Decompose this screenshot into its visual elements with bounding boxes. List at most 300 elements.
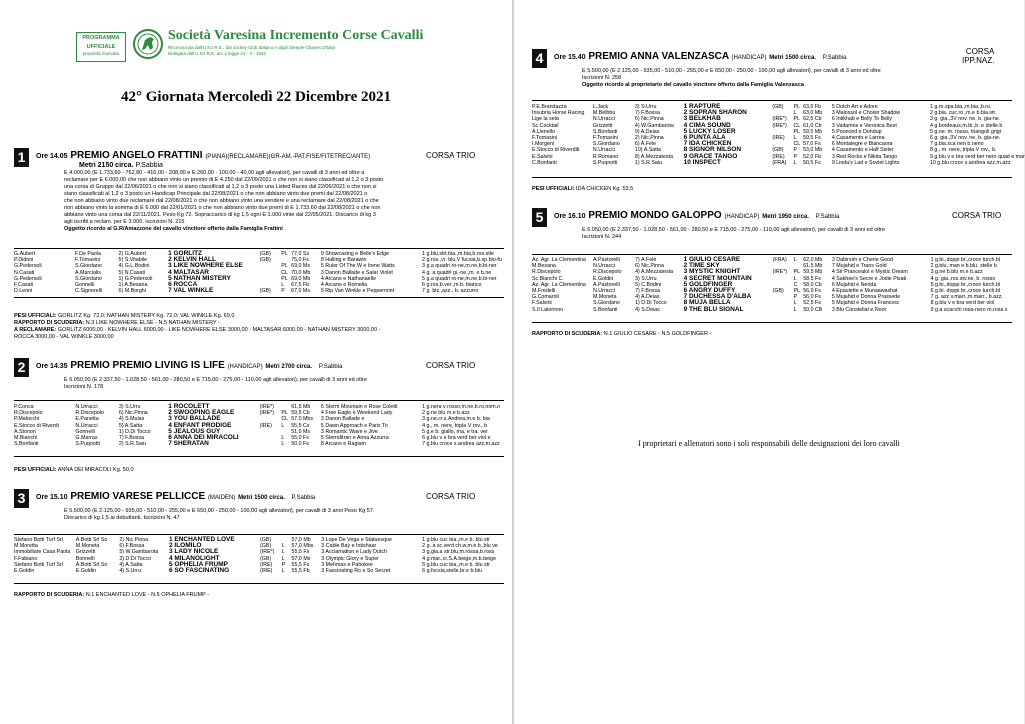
- entry-jockey: 7) F.Bossa: [635, 288, 661, 295]
- org-subtitle-1: Riconosciuta dall'U.N.I.R.E., dal Jockey Club Italiano e dagli Steeple-Chases d'Italia: [168, 45, 336, 50]
- entry-equip: PL: [793, 288, 801, 295]
- race-desc-line: Iscrizioni N. 258: [582, 75, 622, 81]
- entry-origin: (GB): [259, 288, 271, 295]
- entry-jockey: 4) S.Mulas: [118, 416, 145, 423]
- race-heading: [554, 210, 839, 221]
- race-number: 1: [14, 148, 29, 167]
- entries-bottom-rule: [14, 583, 504, 584]
- footer-line: [14, 320, 220, 327]
- entry-weight: 70,0 Mb: [291, 269, 311, 276]
- entry-colors: 9 g.a scacchi rosa-nero m.rosa s: [930, 306, 1008, 313]
- race-desc-line: Discarico di kg 1,5 ai debuttanti. Iscrizioni N. 47: [64, 515, 180, 521]
- entries-bottom-rule: [14, 297, 504, 298]
- footer-text: IDA CHICKEN Kg. 53,5: [574, 186, 634, 192]
- entry-jockey: 4) A.Deias: [635, 294, 660, 301]
- entry-age-breeding: 3 Olympic Glory e Super: [321, 555, 379, 562]
- entries-top-rule: [532, 254, 1012, 255]
- race-subtitle: (MAIDEN): [207, 495, 236, 501]
- entry-age-breeding: 8 Arcano e Ragiam: [320, 441, 366, 448]
- entry-colors: 6 g.bi. doppi br.,croce turch.bl: [930, 288, 1001, 295]
- entry-horse: 10 INSPECT: [683, 158, 721, 166]
- race-3: [14, 489, 504, 619]
- entry-jockey: 9) A.Deias: [634, 128, 660, 135]
- entry-owner: D.Leoni: [14, 288, 33, 295]
- race-distance: [79, 162, 163, 169]
- entries-top-rule: [14, 400, 504, 401]
- entry-row: [532, 147, 1012, 153]
- entry-trainer: S.Giordano: [592, 141, 620, 148]
- race-subtitle: (HANDICAP): [227, 364, 263, 370]
- entry-owner: F.Casati: [14, 282, 34, 289]
- entry-origin: [773, 307, 794, 313]
- entry-horse: 9 THE BLU SIGNAL: [683, 305, 744, 313]
- race-heading: [36, 491, 315, 502]
- entry-equip: PL: [281, 275, 288, 282]
- footer-line: [14, 334, 114, 341]
- race-place: P.Sabbia: [815, 214, 840, 220]
- entry-horse: 3 MYSTIC KNIGHT: [683, 268, 741, 276]
- entry-age-breeding: 4 Arcano e Romelia: [320, 282, 368, 289]
- entry-horse: 6 ANGRY DUFFY: [683, 287, 736, 295]
- entry-weight: 61,5 Mb: [291, 404, 311, 410]
- entry-row: [532, 123, 1012, 129]
- entry-age-breeding: 6 Storm Mountain e Rose Coletti: [320, 404, 398, 410]
- entry-jockey: 4) A.Mezzatesta: [635, 269, 674, 276]
- entry-colors: 4 g., m. nere, tripla V rov., b: [422, 422, 488, 429]
- entry-colors: 2 g.ne blu m.e b.azz: [422, 410, 470, 417]
- entry-colors: 5 g.e b. giallo, ma, e tra. ver: [422, 428, 488, 435]
- entry-row: [532, 307, 1012, 313]
- entry-weight: 55,5 Cs: [291, 422, 310, 429]
- entry-row: [14, 441, 504, 447]
- entry-horse: 2 ILOMILO: [168, 542, 202, 550]
- entry-origin: (FRA): [772, 257, 787, 263]
- race-description: [64, 508, 504, 522]
- entry-owner: M.Moretta: [14, 543, 38, 550]
- entry-equip: PL: [281, 251, 288, 257]
- entry-owner: Stefano Botti Turf Srl: [14, 561, 63, 568]
- entry-trainer: S.Puqnotti: [592, 159, 618, 166]
- programma-ufficiale-badge: [76, 32, 126, 62]
- entry-trainer: C.Signorelli: [75, 288, 103, 295]
- entry-origin: (IRE): [259, 422, 272, 429]
- race-desc-line: non abbiano vinto la somma di E 6.000 dal 22/01/2021 o che non abbiano vinto due premi di E 1.733,60 dal 22/08/2021 o che non: [64, 205, 381, 211]
- entry-horse: 3 LADY NICOLE: [168, 548, 219, 556]
- entry-age-breeding: 3 Blu Constellat e Noor: [831, 306, 887, 313]
- race-bet-type: CORSA TRIO: [952, 211, 1002, 220]
- entry-horse: 5 OPHELIA FRUMP: [168, 560, 228, 568]
- entry-origin: (GB): [772, 104, 784, 110]
- footer-label: RAPPORTO DI SCUDERIA:: [14, 592, 85, 598]
- entry-origin: [260, 441, 282, 447]
- race-heading: [36, 150, 370, 161]
- entry-trainer: M.Belbbu: [592, 110, 616, 117]
- race-description: [582, 227, 1022, 241]
- entry-trainer: E.Goldin: [75, 568, 97, 575]
- programma-line3: proprietà riservata: [82, 51, 120, 56]
- entry-horse: 8 MUJA BELLA: [683, 299, 731, 307]
- entry-owner: M.Besana: [532, 263, 556, 270]
- entry-origin: (GB): [259, 257, 271, 264]
- entry-owner: R.Discepolo: [14, 410, 43, 417]
- race-5: [532, 208, 1012, 338]
- entry-colors: 7 g. azz v.marr.,m.marr., b.azz.: [930, 294, 1003, 301]
- entry-colors: 4 g. a quadri gi.-ne.,m. e b.ne: [422, 269, 492, 276]
- entry-trainer: L.Jack: [592, 104, 609, 110]
- entry-trainer: N.Urracci: [592, 116, 615, 123]
- entry-owner: I.Morgeni: [532, 141, 555, 148]
- entry-colors: 5 g.ne. m. rosso, triangoli grigi: [929, 128, 1001, 135]
- entry-owner: Insubria Horse Racing: [532, 110, 585, 117]
- entry-horse: 4 ENFANT PRODIGE: [168, 421, 232, 429]
- entry-weight: 58,0 Cb: [803, 281, 822, 288]
- race-desc-line: siano classificati al 1,2 o 3 posto un Handicap Principale dal 22/08/2021 o che non abbiano vinto due premi dal 22/08/2021 o: [64, 191, 368, 197]
- entry-trainer: S.Bonfanti: [592, 306, 618, 313]
- entry-trainer: N.Urracci: [592, 263, 616, 270]
- race-desc-line: Iscrizioni N. 244: [582, 234, 622, 240]
- entry-weight: 58,5 Fs: [803, 275, 821, 282]
- race-title: PREMIO MONDO GALOPPO: [588, 210, 722, 221]
- entry-owner: E.Stocco di Riverditi: [532, 147, 580, 154]
- entry-trainer: F.Tomasini: [592, 135, 618, 142]
- entry-jockey: 1) D.Di Tocco: [635, 300, 667, 307]
- entry-colors: 5 g.bi.,doppi br.,croce turch.bl: [930, 281, 1001, 288]
- entry-weight: 61,5 Mb: [803, 263, 823, 270]
- entry-owner: P.E.Brandazza: [532, 104, 567, 110]
- entries-table: [14, 251, 504, 294]
- footer-text: ANNA DEI MIRACOLI Kg. 50,0: [56, 467, 134, 473]
- entry-age-breeding: 6 Intikhab e Belly To Belly: [831, 116, 893, 123]
- footer-label: RAPPORTO DI SCUDERIA:: [532, 331, 603, 337]
- entry-colors: 3 g. gia.,3V nov. ne, b. gia-ne.: [929, 116, 1001, 123]
- race-subtitle: (HANDICAP): [731, 55, 767, 61]
- entry-trainer: Gonnelli: [75, 428, 95, 435]
- entry-equip: PL: [793, 128, 800, 135]
- entry-weight: 52,5 Fs: [803, 300, 821, 307]
- entry-colors: 2 g.ros.,vr. blu,V fucsia,b.sp.blu-fu: [422, 257, 502, 264]
- entry-weight: 50,5 Fs: [803, 159, 821, 166]
- race-description: [64, 170, 504, 233]
- entry-horse: 1 ROCOLETT: [168, 403, 210, 410]
- footer-text: GORLITZ Kg. 72,0; NATHAN MISTERY Kg. 72,0; VAL WINKLE Kg. 69,0: [56, 313, 235, 319]
- race-description: [582, 68, 1022, 89]
- entry-weight: 53,0 Mb: [803, 147, 823, 154]
- entry-horse: 3 BELKHAB: [683, 115, 721, 123]
- entry-weight: 75,0 Fs: [291, 257, 309, 264]
- right-page: [514, 0, 1024, 724]
- entry-weight: 55,0 Fs: [291, 435, 309, 442]
- entry-trainer: Bonnelli: [75, 555, 95, 562]
- entry-weight: 59,5 Cb: [291, 410, 310, 417]
- entry-trainer: E.Goldin: [592, 275, 614, 282]
- entry-weight: 57,0 Fs: [803, 141, 821, 148]
- race-bet-type: [962, 47, 994, 65]
- entry-jockey: 2) Nic.Pinna: [119, 537, 149, 543]
- entry-row: [532, 160, 1012, 166]
- entry-owner: M.Bianchi: [14, 435, 38, 442]
- entry-row: [14, 423, 504, 429]
- entry-owner: E.Goldin: [14, 568, 35, 575]
- entry-origin: (IRE*): [772, 269, 788, 276]
- entry-row: [14, 568, 504, 574]
- entry-horse: 8 SIGNOR NILSON: [683, 146, 742, 154]
- entry-weight: 57,0 Mb: [291, 537, 311, 543]
- entry-row: [532, 154, 1012, 160]
- entry-jockey: 4) S.Deias: [635, 306, 660, 313]
- entry-jockey: 7) F.Bossa: [118, 435, 144, 442]
- entry-weight: 59,5 Mb: [803, 269, 823, 276]
- entry-colors: 6 g.ros,b.ver.,m.b. bianco: [422, 282, 482, 289]
- entry-horse: 6 ROCCA: [168, 281, 198, 289]
- programma-line1: PROGRAMMA: [82, 35, 120, 41]
- race-entries: [14, 537, 504, 574]
- org-title: Società Varesina Incremento Corse Cavalli: [168, 28, 424, 43]
- entry-colors: 1 g.nera v rosso,m.ne,b.ro,nom.n: [422, 404, 501, 410]
- entry-equip: L: [793, 159, 797, 166]
- entry-trainer: S.Bonfanti: [592, 128, 618, 135]
- entry-colors: 6 g.blu v e bra verd ber viol e: [422, 435, 491, 442]
- entry-trainer: E.Panetta: [75, 416, 99, 423]
- entry-horse: 4 CIMA SOUND: [683, 121, 731, 129]
- race-desc-line: una corsa di Gruppo dal 22/06/2021 o che non si siano classificati al 1,2 o 3 posto una Listed Races dal 22/06/2021 o che non si: [64, 184, 377, 190]
- entry-weight: 69,0 Mb: [291, 275, 311, 282]
- race-entries: [14, 251, 504, 294]
- entry-trainer: N.Urracci: [592, 288, 616, 295]
- race-time: Ore 14.05: [36, 153, 68, 160]
- entries-bottom-rule: [14, 456, 504, 457]
- entry-horse: 3 YOU BALLADE: [168, 415, 221, 423]
- entry-jockey: 6) Nic.Pinna: [635, 263, 664, 270]
- entry-colors: 2 g.blu, man e b.blu, stelle b: [930, 263, 997, 270]
- entry-owner: G.Pedersoli: [14, 263, 42, 270]
- footer-line: [532, 186, 633, 193]
- entry-horse: 4 MILANOLIGHT: [168, 554, 220, 562]
- entry-age-breeding: 3 Dabirsim e Cherie Good: [831, 257, 894, 263]
- entry-weight: 61,0 Cb: [803, 122, 822, 129]
- entry-jockey: 3) S.Urru: [118, 404, 141, 410]
- entry-weight: 56,0 Fs: [803, 288, 821, 295]
- entry-age-breeding: 5 Mujahid e Donna Prassede: [831, 294, 901, 301]
- entry-origin: (IRE*): [260, 549, 275, 556]
- entry-age-breeding: 3 Fascinating Ro e So Secret: [321, 568, 391, 575]
- race-place: P.Sabbia: [291, 495, 316, 501]
- entries-bottom-rule: [532, 177, 1012, 178]
- entry-trainer: S.Giordano: [75, 275, 102, 282]
- footer-line: [532, 331, 711, 338]
- entry-colors: 8 g., m. nere, tripla V rov., b.: [929, 147, 997, 154]
- entry-equip: L: [281, 441, 285, 448]
- race-heading: [36, 360, 342, 371]
- footer-text: N.3 LIKE NOWHERE ELSE - N.5 NATHAN MISTERY -: [84, 320, 220, 326]
- entry-jockey: 2) S.R.Saiu: [118, 441, 146, 448]
- entry-age-breeding: 5 Pounced e Dondup: [831, 128, 882, 135]
- race-entries: [532, 103, 1025, 166]
- race-desc-line: E 6.050,00 (E 2.337,50 - 1.028,50 - 561,00 - 280,50 e E 715,00 - 275,00 - 110,00 agli allevatori), per cavalli di 3 anni ed oltre: [64, 377, 367, 383]
- entry-owner: F.Salvini: [532, 300, 552, 307]
- entry-origin: (FRA): [772, 159, 787, 166]
- race-distance: Metri 1500 circa.: [238, 495, 285, 501]
- footer-text: ROCCA 3000,00 - VAL WINKLE 3000,00: [14, 334, 114, 340]
- entry-origin: (GB): [260, 543, 272, 550]
- entry-owner: F.Tomasini: [532, 135, 558, 142]
- entry-horse: 4 SECRET MOUNTAIN: [683, 274, 752, 282]
- entry-jockey: 5) A.Satta: [118, 422, 143, 429]
- entry-owner: G.Comaroli: [532, 294, 559, 301]
- entry-horse: 2 KELVIN HALL: [168, 256, 216, 264]
- footer-line: [14, 313, 234, 320]
- race-1: [14, 148, 504, 324]
- race-bet-type: CORSA TRIO: [426, 492, 476, 501]
- entry-jockey: 6) M.Borghi: [118, 288, 146, 295]
- entry-colors: 9 g.blu v e bra verd ber nero quad e mar: [929, 153, 1025, 160]
- entry-jockey: 2) Nic.Pinna: [634, 135, 664, 142]
- entry-horse: 7 DUCHESSA D'ALBA: [683, 293, 752, 301]
- entry-origin: (IRE*): [259, 404, 274, 410]
- entry-origin: (IRE*): [772, 116, 787, 123]
- entry-weight: 55,5 Fb: [291, 568, 310, 575]
- entry-weight: 59,5 Fs: [803, 135, 821, 142]
- entry-age-breeding: 4 Epaulette e Munaawashat: [831, 288, 898, 295]
- entry-age-breeding: 6 Mujahid e Nerida: [831, 281, 877, 288]
- entry-age-breeding: 9 Showcasing e Belle's Edge: [320, 251, 389, 257]
- race-2: [14, 358, 504, 473]
- entries-table: [532, 257, 1012, 313]
- entry-owner: Sc.Bianchi C.: [532, 275, 564, 282]
- entry-jockey: 5) N.Casati: [118, 269, 146, 276]
- entry-weight: 57,0 Mbs: [291, 416, 313, 423]
- entry-age-breeding: 9 Linda's Lad e Soviet Lights: [831, 159, 900, 166]
- race-desc-line: Oggetto ricordo al proprietario del cavallo vincitore offerto dalla Famiglia Valenzasca: [582, 82, 804, 88]
- entry-age-breeding: 5 Mujahid e Donna Francesc: [831, 300, 900, 307]
- entry-jockey: 5) W.Gambarota: [119, 549, 159, 556]
- entry-owner: E.Salvini: [532, 153, 553, 160]
- race-heading: [554, 51, 846, 62]
- entry-weight: 67,0 Ms: [291, 288, 310, 295]
- entry-colors: 4 g.mar.,cr.S.A.beige,m.b.beige: [422, 555, 497, 562]
- entry-weight: 69,0 Ms: [291, 263, 310, 270]
- entry-horse: 2 TIME SKY: [683, 262, 720, 270]
- entry-row: [532, 116, 1012, 122]
- entry-colors: 6 g.fucsia,stelle,br.e b.blu: [422, 568, 482, 575]
- entry-age-breeding: 5 Sternditran e Anna Azzurra: [320, 435, 389, 442]
- race-time: Ore 16.10: [554, 213, 586, 220]
- entry-origin: (GB): [260, 537, 272, 543]
- entry-equip: L: [793, 275, 797, 282]
- entry-jockey: 5) C.Bodini: [635, 281, 662, 288]
- entry-colors: 4 g. gia.,ros.stv.ne, b. rosso: [930, 275, 996, 282]
- entry-age-breeding: 4 Free Eagle e Weekend Lady: [320, 410, 393, 417]
- entry-age-breeding: 4 Arcano e Nathanaelle: [320, 275, 376, 282]
- entry-age-breeding: 3 Romantic Wave e Jive: [320, 428, 378, 435]
- entry-equip: P: [793, 294, 798, 301]
- footer-label: RAPPORTO DI SCUDERIA:: [14, 320, 85, 326]
- entry-owner: Az. Agr. La Clementina: [532, 257, 586, 263]
- entry-colors: 1 g.bi.,doppi br.,croce turch.bl: [930, 257, 1001, 263]
- entry-jockey: 4) W.Gambarota: [634, 122, 674, 129]
- race-desc-line: reclamare per E 6.000,00 che non abbiano vinto un premio di E 4.250 dal 22/09/2021 o che non si siano classificati al 1,2 o 3 posto: [64, 177, 384, 183]
- entry-trainer: R.Discepolo: [592, 269, 622, 276]
- entry-horse: 6 SO FASCINATING: [168, 567, 230, 575]
- entry-weight: 55,5 Fs: [291, 549, 310, 556]
- race-desc-line: agli iscritti a reclam. per E 3.000. Iscrizioni N. 215: [64, 219, 185, 225]
- entries-table: [14, 537, 504, 574]
- race-distance: Metri 2700 circa.: [265, 364, 313, 370]
- entry-equip: L: [281, 422, 285, 429]
- entry-age-breeding: 8 Halling e Barawin: [320, 257, 367, 264]
- entry-jockey: 1) G.Pedersoli: [118, 275, 153, 282]
- entry-colors: 3 g.gia.a str.blu,m.rossa,b.ross: [422, 549, 495, 556]
- race-desc-line: E 5.500,00 (E 2.125,00 - 935,00 - 510,00 - 255,00 e E 650,00 - 250,00 - 100,00 agli allevatori), per cavalli di 3 anni ed oltre: [582, 68, 881, 74]
- entry-weight: 59,5 Mb: [803, 128, 823, 135]
- entry-owner: Stefano Botti Turf Srl: [14, 537, 63, 543]
- left-page: [0, 0, 512, 724]
- entry-owner: N.Casati: [14, 269, 35, 276]
- entry-equip: L: [281, 543, 285, 550]
- entry-weight: 67,5 Fb: [291, 282, 310, 289]
- entry-horse: 5 GOLDFINGER: [683, 280, 733, 288]
- entry-owner: P.Didoni: [14, 257, 34, 264]
- entry-horse: 1 ENCHANTED LOVE: [168, 536, 235, 543]
- entry-owner: Lige la sela: [532, 116, 559, 123]
- entry-equip: L: [281, 435, 285, 442]
- entry-equip: P: [281, 288, 285, 295]
- race-distance: Metri 1500 circa.: [769, 55, 816, 61]
- entry-origin: (GB): [772, 288, 784, 295]
- footer-label: A RECLAMARE:: [14, 327, 57, 333]
- entry-row: [14, 288, 504, 294]
- entry-equip: C: [793, 281, 798, 288]
- entry-age-breeding: 3 Mehmas e Pahokee: [321, 561, 373, 568]
- race-desc-line: Iscrizioni N. 178: [64, 384, 104, 390]
- entry-colors: 1 g.blu cuc bia.,m.e b. blu str: [422, 537, 490, 543]
- race-place: P.Sabbia: [318, 364, 343, 370]
- entry-horse: 1 GORLITZ: [168, 250, 203, 257]
- entry-weight: 50,0 Fs: [291, 441, 309, 448]
- entry-trainer: A.Botti Srl So: [75, 537, 108, 543]
- entry-equip: L: [793, 300, 797, 307]
- entry-age-breeding: 3 Malossol e Choisir Shadow: [831, 110, 901, 117]
- entry-trainer: Grizzetti: [75, 549, 96, 556]
- entry-equip: P: [281, 561, 286, 568]
- entry-equip: L: [281, 282, 285, 289]
- footer-line: [14, 467, 134, 474]
- entry-owner: F.Fabiano: [14, 555, 38, 562]
- footer-text: GORLITZ 6000,00 - KELVIN HALL 6000,00 - LIKE NOWHERE ELSE 3000,00 - MALTASAR 6000,00 - NATHAN MISTERY 3000,00 -: [56, 327, 381, 333]
- entry-trainer: N.Urracci: [592, 147, 615, 154]
- race-desc-line: E 5.500,00 (E 2.125,00 - 935,00 - 510,00 - 255,00 e E 650,00 - 250,00 - 100,00 agli allevatori), per cavalli di 3 anni Peso Kg 57.: [64, 508, 375, 514]
- entry-owner: S.Il Latorinno: [532, 306, 564, 313]
- entry-colors: 3 g.ne b.blu m.e b.azz: [930, 269, 983, 276]
- entry-equip: L: [793, 306, 797, 313]
- race-entries: [532, 257, 1012, 313]
- entry-owner: Az. Agr. La Clementina: [532, 281, 586, 288]
- entry-weight: 56,0 Fs: [803, 294, 821, 301]
- entry-trainer: R.Discepolo: [75, 410, 104, 417]
- entry-weight: 50,0 CB: [803, 306, 823, 313]
- entry-colors: 3 g.ne,cr.s.Andrea,m.e b. bia: [422, 416, 490, 423]
- entry-horse: 2 SWOOPING EAGLE: [168, 409, 235, 417]
- entry-jockey: 4) A.Satta: [119, 561, 143, 568]
- entry-origin: (IRE): [772, 153, 785, 160]
- footer-label: PESI UFFICIALI:: [14, 467, 57, 473]
- entry-horse: 7 SHERATAN: [168, 440, 209, 448]
- entry-origin: (IRE): [772, 135, 785, 142]
- entry-horse: 5 LUCKY LOSER: [683, 127, 736, 135]
- entry-origin: (IRE*): [259, 410, 274, 417]
- entry-colors: 3 g.a quadri ro-ne,m.ne,b.bi-ner: [422, 263, 497, 270]
- race-desc-line: che non abbiano vinto due reclamare dal 22/08/2021 o che non abbiano vinto una vendere e una reclamare dal 22/08/2021 o che: [64, 198, 379, 204]
- entry-equip: L: [793, 135, 797, 142]
